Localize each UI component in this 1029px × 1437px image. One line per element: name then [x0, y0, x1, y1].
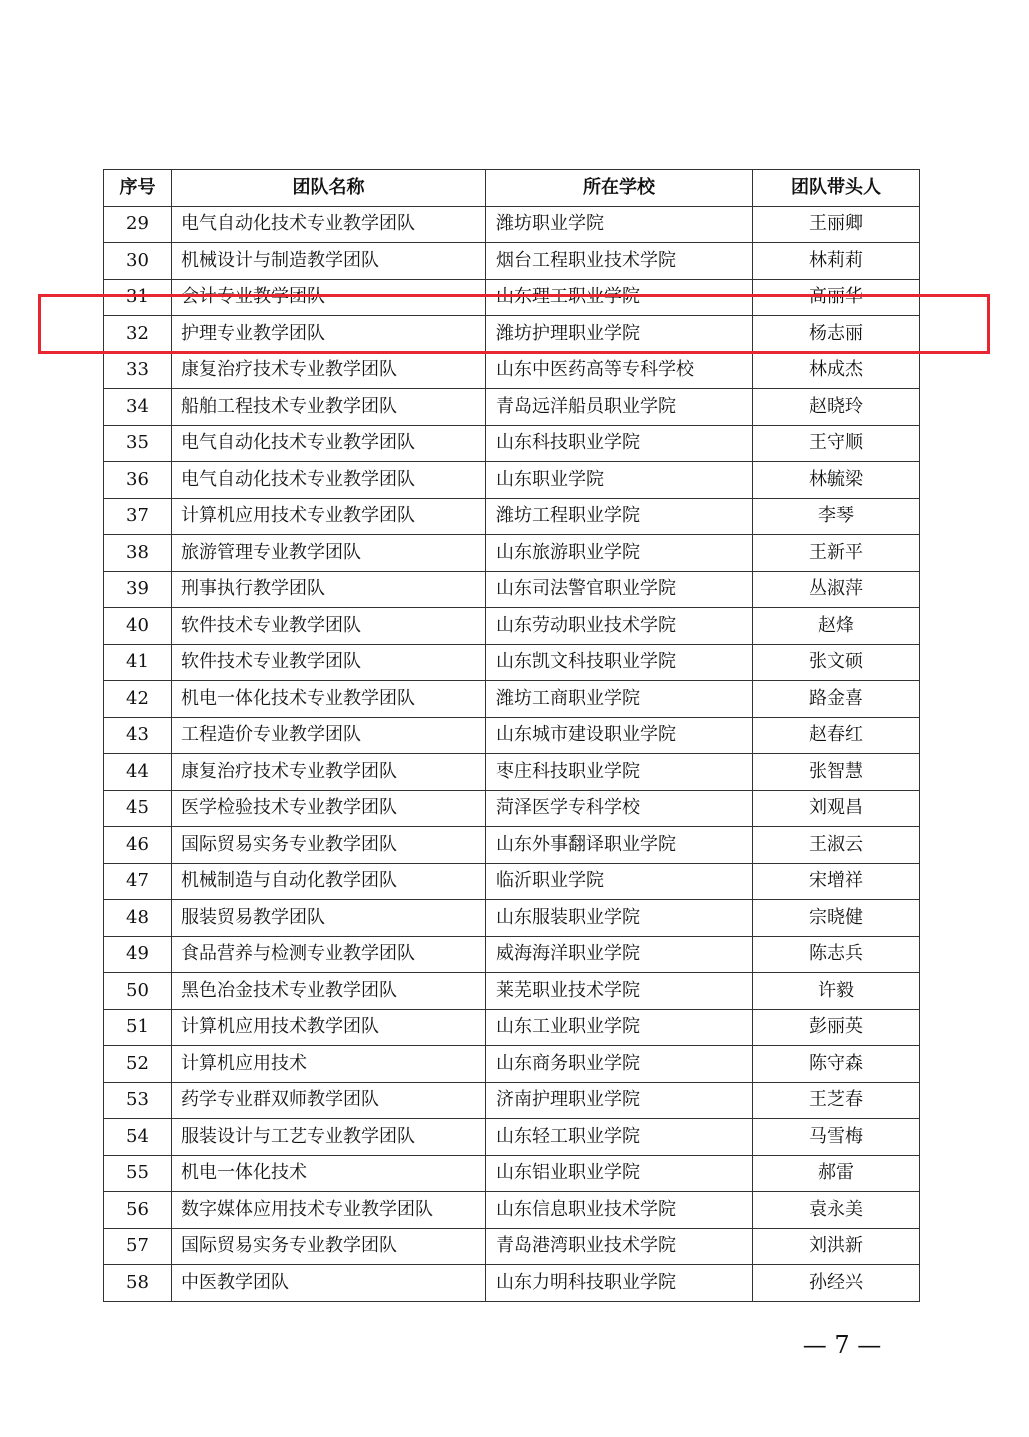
table-row [104, 1009, 920, 1046]
team-leader: 许毅 [753, 973, 920, 1010]
row-number: 30 [104, 243, 172, 280]
school-name: 山东工业职业学院 [486, 1009, 753, 1046]
school-name: 山东商务职业学院 [486, 1046, 753, 1083]
row-number: 43 [104, 717, 172, 754]
school-name: 山东铝业职业学院 [486, 1155, 753, 1192]
school-name: 山东轻工职业学院 [486, 1119, 753, 1156]
table-body [104, 206, 920, 1301]
row-number: 47 [104, 863, 172, 900]
school-name: 青岛远洋船员职业学院 [486, 389, 753, 426]
row-number: 51 [104, 1009, 172, 1046]
team-leader: 王丽卿 [753, 206, 920, 243]
team-leader: 赵晓玲 [753, 389, 920, 426]
table-row [104, 389, 920, 426]
page-number: — 7 — [802, 1331, 882, 1359]
header-leader: 团队带头人 [753, 170, 920, 207]
row-number: 56 [104, 1192, 172, 1229]
team-name: 康复治疗技术专业教学团队 [172, 352, 486, 389]
table-row [104, 936, 920, 973]
table-row [104, 206, 920, 243]
team-name: 数字媒体应用技术专业教学团队 [172, 1192, 486, 1229]
team-leader: 郝雷 [753, 1155, 920, 1192]
team-leader: 孙经兴 [753, 1265, 920, 1302]
row-number: 44 [104, 754, 172, 791]
row-number: 55 [104, 1155, 172, 1192]
team-leader: 李琴 [753, 498, 920, 535]
school-name: 菏泽医学专科学校 [486, 790, 753, 827]
team-name: 船舶工程技术专业教学团队 [172, 389, 486, 426]
header-team-name: 团队名称 [172, 170, 486, 207]
row-number: 38 [104, 535, 172, 572]
team-leader: 张智慧 [753, 754, 920, 791]
team-name: 软件技术专业教学团队 [172, 644, 486, 681]
school-name: 威海海洋职业学院 [486, 936, 753, 973]
team-leader: 宗晓健 [753, 900, 920, 937]
team-name: 药学专业群双师教学团队 [172, 1082, 486, 1119]
team-leader: 马雪梅 [753, 1119, 920, 1156]
table-row [104, 279, 920, 316]
table-row [104, 1265, 920, 1302]
school-name: 烟台工程职业技术学院 [486, 243, 753, 280]
school-name: 潍坊职业学院 [486, 206, 753, 243]
team-leader: 彭丽英 [753, 1009, 920, 1046]
table-row [104, 1228, 920, 1265]
row-number: 48 [104, 900, 172, 937]
team-name: 食品营养与检测专业教学团队 [172, 936, 486, 973]
team-name: 机械制造与自动化教学团队 [172, 863, 486, 900]
table-row [104, 1192, 920, 1229]
table-row [104, 1082, 920, 1119]
team-leader: 赵烽 [753, 608, 920, 645]
row-number: 46 [104, 827, 172, 864]
school-name: 山东司法警官职业学院 [486, 571, 753, 608]
school-name: 临沂职业学院 [486, 863, 753, 900]
row-number: 36 [104, 462, 172, 499]
school-name: 潍坊护理职业学院 [486, 316, 753, 353]
school-name: 山东理工职业学院 [486, 279, 753, 316]
table-row [104, 973, 920, 1010]
team-leader: 张文硕 [753, 644, 920, 681]
team-name: 电气自动化技术专业教学团队 [172, 425, 486, 462]
team-leader: 袁永美 [753, 1192, 920, 1229]
team-leader: 赵春红 [753, 717, 920, 754]
row-number: 35 [104, 425, 172, 462]
row-number: 32 [104, 316, 172, 353]
table-row [104, 827, 920, 864]
row-number: 33 [104, 352, 172, 389]
row-number: 57 [104, 1228, 172, 1265]
table-row [104, 425, 920, 462]
row-number: 53 [104, 1082, 172, 1119]
team-leader: 林成杰 [753, 352, 920, 389]
header-school: 所在学校 [486, 170, 753, 207]
team-name: 刑事执行教学团队 [172, 571, 486, 608]
team-leader: 王芝春 [753, 1082, 920, 1119]
team-leader: 宋增祥 [753, 863, 920, 900]
team-leader: 林毓梁 [753, 462, 920, 499]
row-number: 50 [104, 973, 172, 1010]
table-row [104, 352, 920, 389]
team-name: 中医教学团队 [172, 1265, 486, 1302]
school-name: 潍坊工程职业学院 [486, 498, 753, 535]
school-name: 山东中医药高等专科学校 [486, 352, 753, 389]
row-number: 45 [104, 790, 172, 827]
team-name: 黑色冶金技术专业教学团队 [172, 973, 486, 1010]
row-number: 34 [104, 389, 172, 426]
team-name: 服装设计与工艺专业教学团队 [172, 1119, 486, 1156]
school-name: 青岛港湾职业技术学院 [486, 1228, 753, 1265]
table-row [104, 1119, 920, 1156]
row-number: 39 [104, 571, 172, 608]
team-name: 工程造价专业教学团队 [172, 717, 486, 754]
row-number: 54 [104, 1119, 172, 1156]
school-name: 山东旅游职业学院 [486, 535, 753, 572]
row-number: 31 [104, 279, 172, 316]
row-number: 40 [104, 608, 172, 645]
school-name: 枣庄科技职业学院 [486, 754, 753, 791]
row-number: 58 [104, 1265, 172, 1302]
row-number: 29 [104, 206, 172, 243]
table-row [104, 754, 920, 791]
table-row [104, 571, 920, 608]
school-name: 山东凯文科技职业学院 [486, 644, 753, 681]
school-name: 山东职业学院 [486, 462, 753, 499]
team-name: 康复治疗技术专业教学团队 [172, 754, 486, 791]
school-name: 济南护理职业学院 [486, 1082, 753, 1119]
team-name: 旅游管理专业教学团队 [172, 535, 486, 572]
table-row [104, 535, 920, 572]
team-name: 电气自动化技术专业教学团队 [172, 462, 486, 499]
team-leader: 王淑云 [753, 827, 920, 864]
table-row [104, 644, 920, 681]
team-leader: 刘观昌 [753, 790, 920, 827]
team-leader: 路金喜 [753, 681, 920, 718]
school-name: 山东信息职业技术学院 [486, 1192, 753, 1229]
table-row [104, 790, 920, 827]
team-name: 电气自动化技术专业教学团队 [172, 206, 486, 243]
table-row [104, 1155, 920, 1192]
team-leader: 林莉莉 [753, 243, 920, 280]
team-leader: 王新平 [753, 535, 920, 572]
school-name: 山东劳动职业技术学院 [486, 608, 753, 645]
school-name: 山东城市建设职业学院 [486, 717, 753, 754]
table-header-row [104, 170, 920, 207]
row-number: 52 [104, 1046, 172, 1083]
school-name: 山东外事翻译职业学院 [486, 827, 753, 864]
team-name: 计算机应用技术教学团队 [172, 1009, 486, 1046]
table-row [104, 900, 920, 937]
table-row [104, 681, 920, 718]
school-name: 山东力明科技职业学院 [486, 1265, 753, 1302]
team-name: 医学检验技术专业教学团队 [172, 790, 486, 827]
row-number: 37 [104, 498, 172, 535]
team-name: 计算机应用技术 [172, 1046, 486, 1083]
team-name: 机电一体化技术 [172, 1155, 486, 1192]
team-leader: 杨志丽 [753, 316, 920, 353]
team-leader: 刘洪新 [753, 1228, 920, 1265]
team-name: 服装贸易教学团队 [172, 900, 486, 937]
team-name: 机械设计与制造教学团队 [172, 243, 486, 280]
table-row [104, 717, 920, 754]
table-row [104, 243, 920, 280]
team-leader: 陈志兵 [753, 936, 920, 973]
team-name: 机电一体化技术专业教学团队 [172, 681, 486, 718]
table-row [104, 608, 920, 645]
row-number: 49 [104, 936, 172, 973]
school-name: 潍坊工商职业学院 [486, 681, 753, 718]
table-row [104, 863, 920, 900]
header-number: 序号 [104, 170, 172, 207]
table-row [104, 1046, 920, 1083]
team-name: 计算机应用技术专业教学团队 [172, 498, 486, 535]
team-name: 会计专业教学团队 [172, 279, 486, 316]
school-name: 山东科技职业学院 [486, 425, 753, 462]
team-leader: 丛淑萍 [753, 571, 920, 608]
team-roster-table [103, 169, 920, 1302]
team-leader: 陈守森 [753, 1046, 920, 1083]
team-name: 国际贸易实务专业教学团队 [172, 1228, 486, 1265]
school-name: 莱芜职业技术学院 [486, 973, 753, 1010]
row-number: 41 [104, 644, 172, 681]
row-number: 42 [104, 681, 172, 718]
team-name: 软件技术专业教学团队 [172, 608, 486, 645]
table-row [104, 316, 920, 353]
school-name: 山东服装职业学院 [486, 900, 753, 937]
team-name: 护理专业教学团队 [172, 316, 486, 353]
team-leader: 高丽华 [753, 279, 920, 316]
table-row [104, 462, 920, 499]
table-row [104, 498, 920, 535]
team-name: 国际贸易实务专业教学团队 [172, 827, 486, 864]
team-leader: 王守顺 [753, 425, 920, 462]
